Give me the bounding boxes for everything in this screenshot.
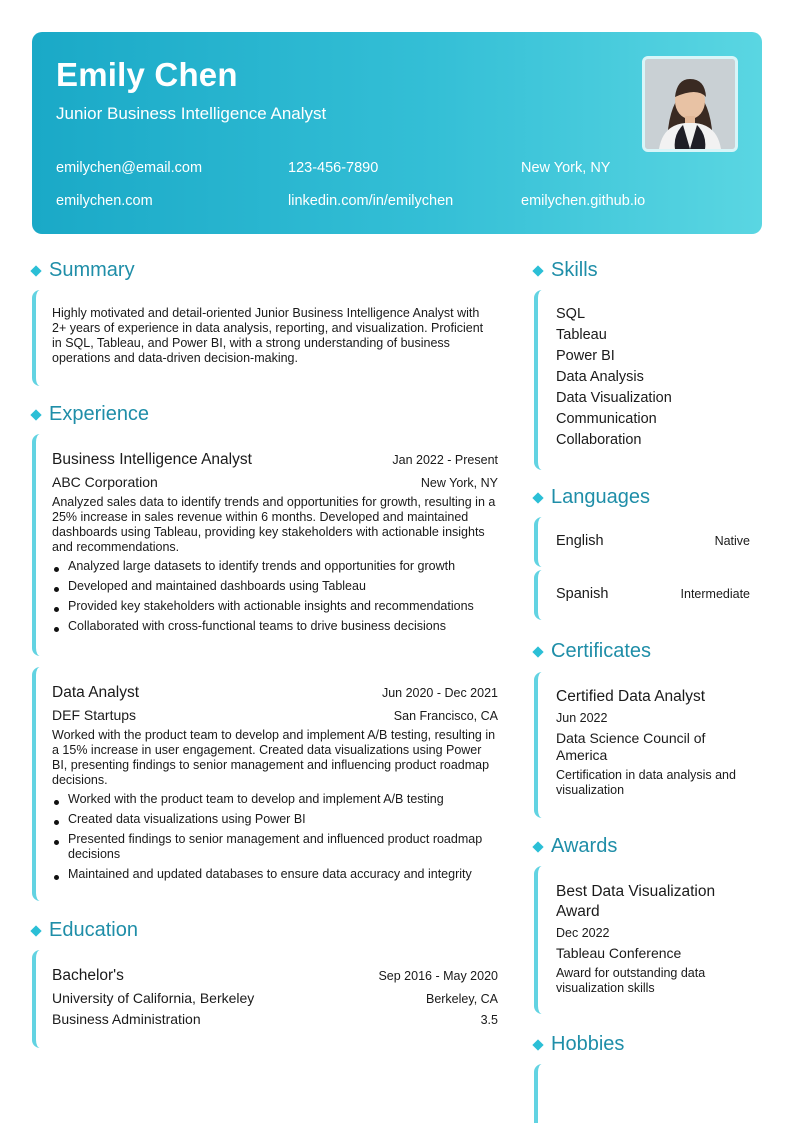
github-link[interactable]: emilychen.github.io [521,193,646,209]
job-dates: Jan 2022 - Present [392,453,498,467]
language-row [556,586,750,602]
job-bullet: Maintained and updated databases to ensure data accuracy and integrity [52,867,498,882]
summary-heading [30,259,135,282]
education-block [32,950,498,1048]
diamond-icon [30,265,41,276]
job-header-row [52,684,498,702]
education-dates: Sep 2016 - May 2020 [378,969,498,983]
diamond-icon [532,492,543,503]
skill-item: SQL [556,306,586,322]
education-major: Business Administration [52,1011,201,1027]
skills-block [534,290,762,470]
job-bullet: Collaborated with cross-functional teams to drive business decisions [52,619,498,634]
award-description: Award for outstanding data visualization skills [556,966,706,995]
profile-photo-image [645,59,735,149]
experience-heading [30,403,149,426]
diamond-icon [30,925,41,936]
languages-heading-text: Languages [551,486,650,508]
language-name: English [556,533,604,549]
job-company: DEF Startups [52,707,137,723]
hobbies-heading-text: Hobbies [551,1033,625,1055]
diamond-icon [532,841,543,852]
skill-item: Power BI [556,348,615,364]
skill-item: Communication [556,411,657,427]
language-level: Native [714,534,750,548]
language-name: Spanish [556,586,609,602]
hobbies-block [534,1064,762,1123]
linkedin-link[interactable]: linkedin.com/in/emilychen [288,193,454,209]
awards-heading [532,835,617,858]
job-bullet: Analyzed large datasets to identify trends and opportunities for growth [52,559,498,574]
skill-item: Collaboration [556,432,642,448]
diamond-icon [532,646,543,657]
job-location: New York, NY [420,476,498,490]
certificate-issuer: Data Science Council of America [556,730,706,763]
job-title: Business Intelligence Analyst [52,451,252,468]
education-degree-row [52,967,498,985]
job-company: ABC Corporation [52,474,158,490]
language-item [534,517,762,567]
experience-heading-text: Experience [49,403,150,425]
education-school: University of California, Berkeley [52,990,255,1006]
certificate-description: Certification in data analysis and visualization [556,768,736,797]
website-link[interactable]: emilychen.com [56,193,153,209]
skill-item: Data Analysis [556,369,644,385]
skill-item: Tableau [556,327,607,343]
award-title: Best Data Visualization Award [556,883,716,920]
job-location: San Francisco, CA [393,709,498,723]
diamond-icon [532,265,543,276]
skills-heading-text: Skills [551,259,598,281]
language-row [556,533,750,549]
skills-heading [532,259,598,282]
awards-heading-text: Awards [551,835,618,857]
phone-text: 123-456-7890 [288,160,379,176]
diamond-icon [30,409,41,420]
profile-photo [642,56,738,152]
job-bullet: Worked with the product team to develop and implement A/B testing [52,792,498,807]
language-item [534,570,762,620]
education-heading-text: Education [49,919,138,941]
summary-block [32,290,498,386]
job-block [32,434,498,656]
language-level: Intermediate [680,587,750,601]
job-bullets [52,792,498,887]
job-header-row [52,451,498,469]
job-block [32,667,498,901]
job-bullet: Presented findings to senior management and influenced product roadmap decisions [52,832,498,862]
location-text: New York, NY [521,160,611,176]
resume-header [32,32,762,234]
award-issuer: Tableau Conference [556,945,682,961]
email-link[interactable]: emilychen@email.com [56,160,203,176]
summary-text: Highly motivated and detail-oriented Junior Business Intelligence Analyst with 2+ years of experience in data analysis, reporting, and visualization. Proficient in SQL, Tableau, and Power BI, with a strong understanding of business operations and data-driven decision-making. [52,306,484,365]
education-heading [30,919,138,942]
certificate-title: Certified Data Analyst [556,688,706,705]
education-location: Berkeley, CA [425,992,498,1006]
education-degree: Bachelor's [52,967,124,984]
certificates-heading-text: Certificates [551,640,652,662]
job-bullets [52,559,498,639]
diamond-icon [532,1039,543,1050]
education-major-row [52,1011,498,1027]
job-company-row [52,707,498,723]
certificates-heading [532,640,651,663]
education-school-row [52,990,498,1006]
education-gpa: 3.5 [480,1013,498,1027]
job-title: Data Analyst [52,684,140,701]
summary-heading-text: Summary [49,259,135,281]
job-bullet: Created data visualizations using Power BI [52,812,498,827]
job-description: Analyzed sales data to identify trends and opportunities for growth, resulting in a 25% increase in sales revenue within 6 months. Developed and maintained dashboards using Tableau, providing key stakeholders with actionable insights and recommendations. [52,495,496,554]
award-block [534,866,762,1014]
job-bullet: Provided key stakeholders with actionable insights and recommendations [52,599,498,614]
job-dates: Jun 2020 - Dec 2021 [381,686,498,700]
certificate-date: Jun 2022 [556,711,608,725]
certificate-block [534,672,762,818]
skill-item: Data Visualization [556,390,672,406]
award-date: Dec 2022 [556,926,610,940]
candidate-title: Junior Business Intelligence Analyst [56,104,327,123]
job-description: Worked with the product team to develop and implement A/B testing, resulting in a 15% increase in user engagement. Created data visualizations using Power BI, presenting findings to senior management and influencing product roadmap decisions. [52,728,496,787]
languages-heading [532,486,650,509]
hobbies-heading [532,1033,624,1056]
job-company-row [52,474,498,490]
job-bullet: Developed and maintained dashboards using Tableau [52,579,498,594]
candidate-name: Emily Chen [56,56,238,93]
